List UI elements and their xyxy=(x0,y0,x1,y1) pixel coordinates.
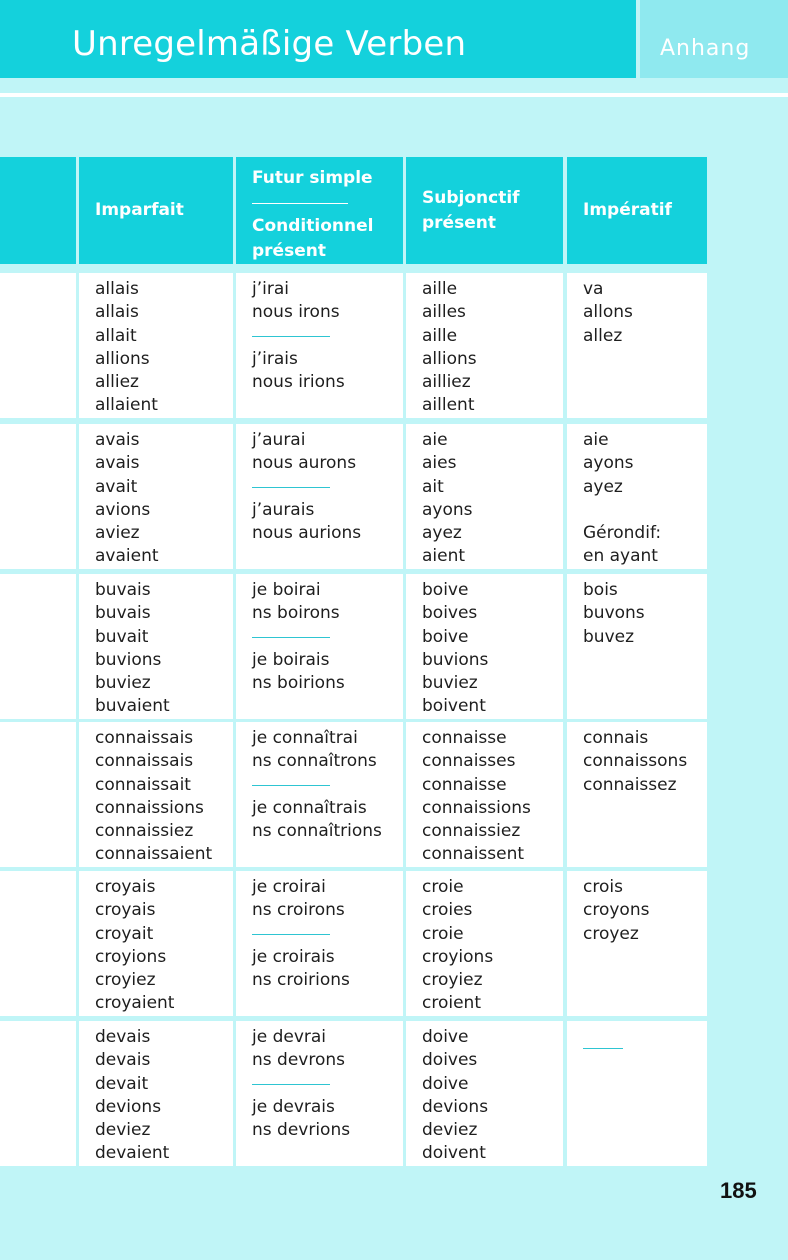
imperatif-cell xyxy=(567,1021,707,1166)
subjonctif-form: connaisse xyxy=(422,728,507,748)
imparfait-form: buvait xyxy=(95,626,149,647)
subjonctif-form: croyions xyxy=(422,946,494,967)
conditionnel-form: nous irions xyxy=(252,371,345,392)
header-divider xyxy=(0,93,788,97)
imparfait-form: avaient xyxy=(95,546,159,567)
tense-divider xyxy=(252,336,330,337)
imparfait-form: deviez xyxy=(95,1120,151,1141)
tense-divider xyxy=(252,785,330,786)
imperatif-form xyxy=(583,843,707,866)
conditionnel-form: je devrais xyxy=(252,1096,335,1117)
imperatif-form: connaissons xyxy=(583,751,688,772)
imperatif-form xyxy=(583,371,707,394)
imperatif-form: croyez xyxy=(583,923,639,944)
imparfait-cell xyxy=(79,871,233,1016)
column-header-imperatif xyxy=(567,157,707,264)
column-header-conditionnel-label-2: présent xyxy=(252,241,326,261)
tense-divider xyxy=(252,487,330,488)
futur-form: j’aurai xyxy=(252,430,306,450)
subjonctif-form: boive xyxy=(422,626,469,647)
imparfait-form: allait xyxy=(95,325,137,346)
futur-conditionnel-cell xyxy=(236,1021,403,1166)
page-title: Unregelmäßige Verben xyxy=(72,24,467,64)
imparfait-form: croyiez xyxy=(95,970,156,991)
subjonctif-form: connaisse xyxy=(422,774,507,795)
conditionnel-form: je croirais xyxy=(252,946,335,967)
imperatif-cell xyxy=(567,871,707,1016)
futur-form: ns connaîtrons xyxy=(252,751,377,772)
verb-cell xyxy=(0,1021,76,1166)
imperatif-form: bois xyxy=(583,580,618,600)
futur-form: je boirai xyxy=(252,580,321,600)
subjonctif-form: boive xyxy=(422,580,469,600)
verb-cell xyxy=(0,273,76,418)
imperatif-form xyxy=(583,499,707,522)
imperatif-form: buvez xyxy=(583,626,635,647)
futur-form: je croirai xyxy=(252,877,326,897)
futur-form: ns croirons xyxy=(252,900,345,921)
subjonctif-form: doives xyxy=(422,1050,478,1071)
imperatif-form xyxy=(583,797,707,820)
subjonctif-form: ayons xyxy=(422,499,473,520)
imperatif-form: croyons xyxy=(583,900,650,921)
imparfait-form: devais xyxy=(95,1027,151,1047)
subjonctif-form: croie xyxy=(422,877,464,897)
imparfait-form: buviez xyxy=(95,673,151,694)
subjonctif-cell xyxy=(406,424,563,569)
imperatif-form xyxy=(583,946,707,969)
imparfait-form: devaient xyxy=(95,1143,170,1164)
imparfait-form: croyait xyxy=(95,923,154,944)
imparfait-form: connaissaient xyxy=(95,844,213,865)
imparfait-cell xyxy=(79,722,233,867)
imperatif-form xyxy=(583,348,707,371)
futur-conditionnel-cell xyxy=(236,424,403,569)
imparfait-form: connaissiez xyxy=(95,821,194,842)
imparfait-form: croyions xyxy=(95,946,167,967)
imperatif-form: allons xyxy=(583,302,633,323)
subjonctif-form: doive xyxy=(422,1027,469,1047)
imperatif-form: allez xyxy=(583,325,623,346)
subjonctif-form: connaissent xyxy=(422,844,525,865)
subjonctif-form: doive xyxy=(422,1073,469,1094)
column-header-conditionnel-label: Conditionnel xyxy=(252,216,374,236)
tense-divider xyxy=(252,637,330,638)
imperatif-form: Gérondif: xyxy=(583,523,662,544)
imperatif-cell xyxy=(567,574,707,719)
imperatif-cell xyxy=(567,273,707,418)
imperatif-cell xyxy=(567,424,707,569)
imperatif-form: ayez xyxy=(583,476,623,497)
subjonctif-form: buvions xyxy=(422,649,489,670)
subjonctif-form: croies xyxy=(422,900,473,921)
imperatif-form: va xyxy=(583,279,604,299)
subjonctif-form: boivent xyxy=(422,696,486,717)
verb-cell xyxy=(0,424,76,569)
column-header-subjonctif-label-2: présent xyxy=(422,212,496,233)
imparfait-form: allais xyxy=(95,279,139,299)
imperatif-form: ayons xyxy=(583,453,634,474)
imparfait-form: croyais xyxy=(95,877,156,897)
subjonctif-cell xyxy=(406,1021,563,1166)
subjonctif-form: aies xyxy=(422,453,457,474)
imparfait-form: buvais xyxy=(95,580,151,600)
column-header-futur-conditionnel xyxy=(236,157,403,264)
conditionnel-form: ns boirions xyxy=(252,672,345,693)
futur-form: ns boirons xyxy=(252,603,340,624)
imparfait-form: buvais xyxy=(95,603,151,624)
imparfait-form: avait xyxy=(95,476,138,497)
imparfait-form: devais xyxy=(95,1050,151,1071)
imparfait-form: devions xyxy=(95,1096,162,1117)
subjonctif-form: deviez xyxy=(422,1120,478,1141)
subjonctif-form: connaissiez xyxy=(422,821,521,842)
page-number: 185 xyxy=(720,1178,757,1203)
no-imperatif-dash xyxy=(583,1048,623,1049)
subjonctif-form: aient xyxy=(422,546,466,567)
subjonctif-form: aillent xyxy=(422,395,475,416)
imperatif-form xyxy=(583,649,707,672)
subjonctif-form: devions xyxy=(422,1096,489,1117)
subjonctif-cell xyxy=(406,871,563,1016)
imperatif-form xyxy=(583,394,707,417)
imperatif-form: connais xyxy=(583,728,649,748)
imparfait-form: buvaient xyxy=(95,696,170,717)
futur-conditionnel-cell xyxy=(236,722,403,867)
futur-form: nous aurons xyxy=(252,453,357,474)
column-header-futur-label: Futur simple xyxy=(252,168,373,188)
column-header-subjonctif-label: Subjonctif xyxy=(422,187,520,208)
subjonctif-form: aie xyxy=(422,430,448,450)
futur-form: je connaîtrai xyxy=(252,728,358,748)
imperatif-form: crois xyxy=(583,877,623,897)
subjonctif-form: aille xyxy=(422,325,458,346)
imperatif-form xyxy=(583,992,707,1015)
subjonctif-form: ait xyxy=(422,476,444,497)
subjonctif-form: ailliez xyxy=(422,372,471,393)
imperatif-form: buvons xyxy=(583,603,645,624)
imparfait-cell xyxy=(79,574,233,719)
imparfait-form: allaient xyxy=(95,395,158,416)
imparfait-form: croyaient xyxy=(95,993,175,1014)
imperatif-form: en ayant xyxy=(583,546,658,567)
imparfait-form: devait xyxy=(95,1073,149,1094)
imparfait-form: allais xyxy=(95,302,139,323)
imparfait-form: connaissais xyxy=(95,728,194,748)
conditionnel-form: ns croirions xyxy=(252,969,350,990)
imparfait-form: avais xyxy=(95,453,140,474)
verb-cell xyxy=(0,574,76,719)
imparfait-form: alliez xyxy=(95,372,139,393)
futur-form: ns devrons xyxy=(252,1050,345,1071)
section-tab-label: Anhang xyxy=(660,36,751,61)
futur-conditionnel-cell xyxy=(236,574,403,719)
futur-form: nous irons xyxy=(252,302,340,323)
imperatif-form xyxy=(583,695,707,718)
conditionnel-form: je boirais xyxy=(252,649,330,670)
verb-cell xyxy=(0,871,76,1016)
verb-cell xyxy=(0,722,76,867)
conditionnel-form: j’aurais xyxy=(252,499,315,520)
imparfait-form: avions xyxy=(95,499,151,520)
subjonctif-form: boives xyxy=(422,603,478,624)
imparfait-form: connaissais xyxy=(95,751,194,772)
subjonctif-cell xyxy=(406,574,563,719)
subjonctif-form: connaisses xyxy=(422,751,516,772)
column-header-imperatif-label: Impératif xyxy=(583,200,672,220)
subjonctif-form: doivent xyxy=(422,1143,486,1164)
subjonctif-form: allions xyxy=(422,348,477,369)
subjonctif-form: croie xyxy=(422,923,464,944)
imparfait-form: aviez xyxy=(95,523,140,544)
futur-form: j’irai xyxy=(252,279,289,299)
column-header-separator xyxy=(252,203,348,204)
imperatif-cell xyxy=(567,722,707,867)
subjonctif-cell xyxy=(406,722,563,867)
subjonctif-form: buviez xyxy=(422,673,478,694)
imperatif-form: aie xyxy=(583,430,609,450)
conditionnel-form: j’irais xyxy=(252,348,298,369)
futur-conditionnel-cell xyxy=(236,273,403,418)
column-header-imparfait-label: Imparfait xyxy=(95,200,184,220)
tense-divider xyxy=(252,1084,330,1085)
imparfait-form: avais xyxy=(95,430,140,450)
subjonctif-form: ailles xyxy=(422,302,466,323)
futur-form: je devrai xyxy=(252,1027,327,1047)
conditionnel-form: je connaîtrais xyxy=(252,797,367,818)
imparfait-form: connaissions xyxy=(95,797,204,818)
imparfait-cell xyxy=(79,424,233,569)
column-header-subjonctif xyxy=(406,157,563,264)
subjonctif-form: connaissions xyxy=(422,797,531,818)
imparfait-form: buvions xyxy=(95,649,162,670)
imparfait-form: connaissait xyxy=(95,774,191,795)
imparfait-form: allions xyxy=(95,348,150,369)
subjonctif-form: croyiez xyxy=(422,970,483,991)
futur-conditionnel-cell xyxy=(236,871,403,1016)
column-header-verb xyxy=(0,157,76,264)
imperatif-form xyxy=(583,969,707,992)
conditionnel-form: nous aurions xyxy=(252,522,362,543)
imperatif-form xyxy=(583,672,707,695)
tense-divider xyxy=(252,934,330,935)
subjonctif-form: ayez xyxy=(422,523,462,544)
imperatif-form: connaissez xyxy=(583,774,677,795)
imparfait-cell xyxy=(79,273,233,418)
subjonctif-form: croient xyxy=(422,993,481,1014)
subjonctif-cell xyxy=(406,273,563,418)
subjonctif-form: aille xyxy=(422,279,458,299)
column-header-imparfait xyxy=(79,157,233,264)
imparfait-form: croyais xyxy=(95,900,156,921)
imperatif-form xyxy=(583,820,707,843)
imparfait-cell xyxy=(79,1021,233,1166)
conditionnel-form: ns connaîtrions xyxy=(252,820,382,841)
conditionnel-form: ns devrions xyxy=(252,1119,351,1140)
